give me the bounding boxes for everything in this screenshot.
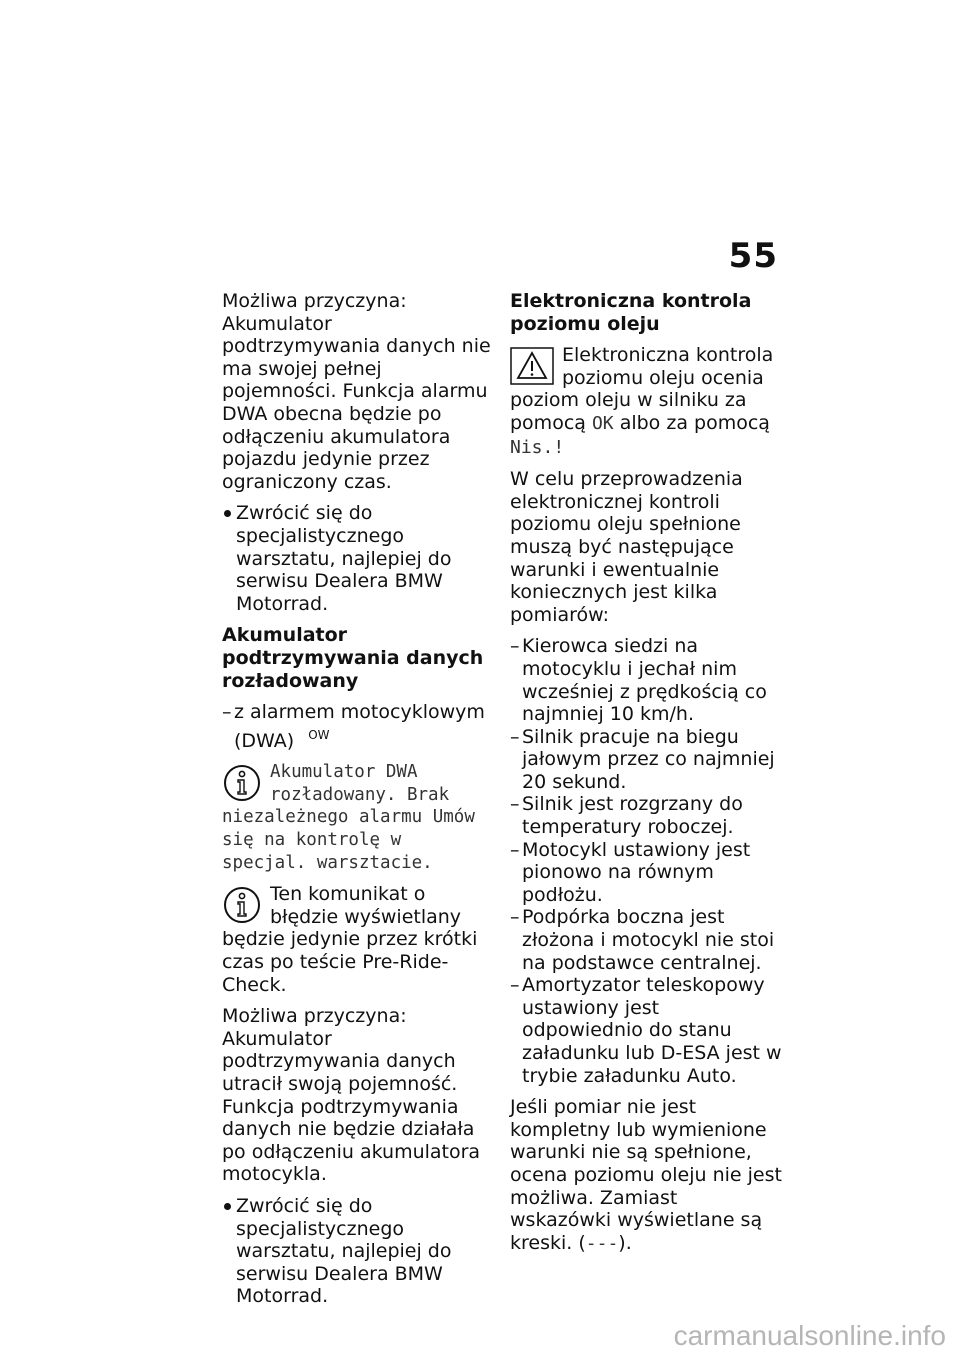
conditions-list — [510, 635, 782, 1087]
conditions-intro: W celu przeprowadzenia elektronicznej kontroli poziomu oleju spełnione muszą być następujące warunki i ewentualnie koniecznych jest kilka pomiarów: — [510, 468, 743, 626]
right-column — [510, 290, 782, 1264]
list-item — [510, 839, 782, 907]
incomplete-note-end: ). — [618, 1231, 632, 1254]
dash-marker: – — [510, 974, 520, 997]
list-item-text: Motocykl ustawiony jest pionowo na równym podłożu. — [522, 838, 751, 906]
ok-display: OK — [591, 412, 614, 434]
nis-display: Nis.! — [510, 436, 565, 458]
dash-marker: – — [510, 725, 520, 748]
section-heading: Akumulator podtrzymywania danych rozładowany — [222, 624, 484, 692]
cause-label: Możliwa przyczyna: — [222, 290, 407, 312]
cause-text: Akumulator podtrzymywania danych nie ma swojej pełnej pojemności. Funkcja alarmu DWA obecna będzie po odłączeniu akumulatora pojazdu jedynie przez ograniczony czas. — [222, 312, 491, 493]
page-number: 55 — [728, 236, 778, 276]
list-item — [510, 906, 782, 974]
bullet-item: Zwrócić się do specjalistycznego warsztatu, najlepiej do serwisu Dealera BMW Motorrad. — [222, 1195, 492, 1308]
section-heading: Elektroniczna kontrola poziomu oleju — [510, 290, 752, 335]
display-message: Akumulator DWA rozładowany. Brak niezależnego alarmu Umów się na kontrolę w specjal. warsztacie. — [222, 762, 475, 873]
left-column — [222, 290, 492, 1317]
warning-text-cont: albo za pomocą — [619, 411, 770, 434]
dash-marker: – — [222, 701, 232, 724]
info-note-text: Ten komunikat o błędzie wyświetlany będzie jedynie przez krótki czas po teście Pre-Ride-Check. — [222, 883, 478, 996]
dash-item-text: z alarmem motocyklowym (DWA) — [234, 701, 485, 752]
list-item — [510, 793, 782, 838]
list-item — [510, 726, 782, 794]
cause-label: Możliwa przyczyna: — [222, 1005, 407, 1028]
warning-icon — [510, 346, 554, 386]
list-item-text: Podpórka boczna jest złożona i motocykl nie stoi na podstawce centralnej. — [522, 906, 775, 974]
watermark: carmanualsonline.info — [673, 1320, 946, 1351]
info-icon — [222, 763, 262, 803]
dash-marker: – — [510, 793, 520, 816]
list-item-text: Silnik pracuje na biegu jałowym przez co najmniej 20 sekund. — [522, 725, 775, 793]
warning-note — [510, 344, 782, 459]
dash-marker: – — [510, 635, 520, 658]
list-item-text: Amortyzator teleskopowy ustawiony jest odpowiednio do stanu załadunku lub D-ESA jest w trybie załadunku Auto. — [522, 974, 782, 1087]
bullet-item: Zwrócić się do specjalistycznego warsztatu, najlepiej do serwisu Dealera BMW Motorrad. — [222, 502, 492, 615]
ow-superscript: OW — [308, 727, 330, 742]
dash-marker: – — [510, 838, 520, 861]
incomplete-note-text: Jeśli pomiar nie jest kompletny lub wymienione warunki nie są spełnione, ocena poziomu oleju nie jest możliwa. Zamiast wskazówki wyświetlane są kreski. ( — [510, 1096, 782, 1254]
list-item-text: Kierowca siedzi na motocyklu i jechał nim wcześniej z prędkością co najmniej 10 km/h. — [522, 635, 767, 726]
info-icon — [222, 885, 262, 925]
cause-text: Akumulator podtrzymywania danych utracił swoją pojemność. Funkcja podtrzymywania danych nie będzie działała po odłączeniu akumulatora motocykla. — [222, 1027, 481, 1186]
list-item — [510, 635, 782, 725]
incomplete-note — [510, 1096, 782, 1255]
dashes-display: --- — [585, 1232, 619, 1254]
dash-item — [222, 701, 492, 752]
dash-marker: – — [510, 906, 520, 929]
info-note — [222, 883, 492, 1005]
list-item — [510, 974, 782, 1087]
list-item-text: Silnik jest rozgrzany do temperatury roboczej. — [522, 793, 743, 839]
warning-text: Elektroniczna kontrola poziomu oleju ocenia poziom oleju w silniku za pomocą — [510, 344, 774, 434]
display-message-block — [222, 761, 492, 883]
